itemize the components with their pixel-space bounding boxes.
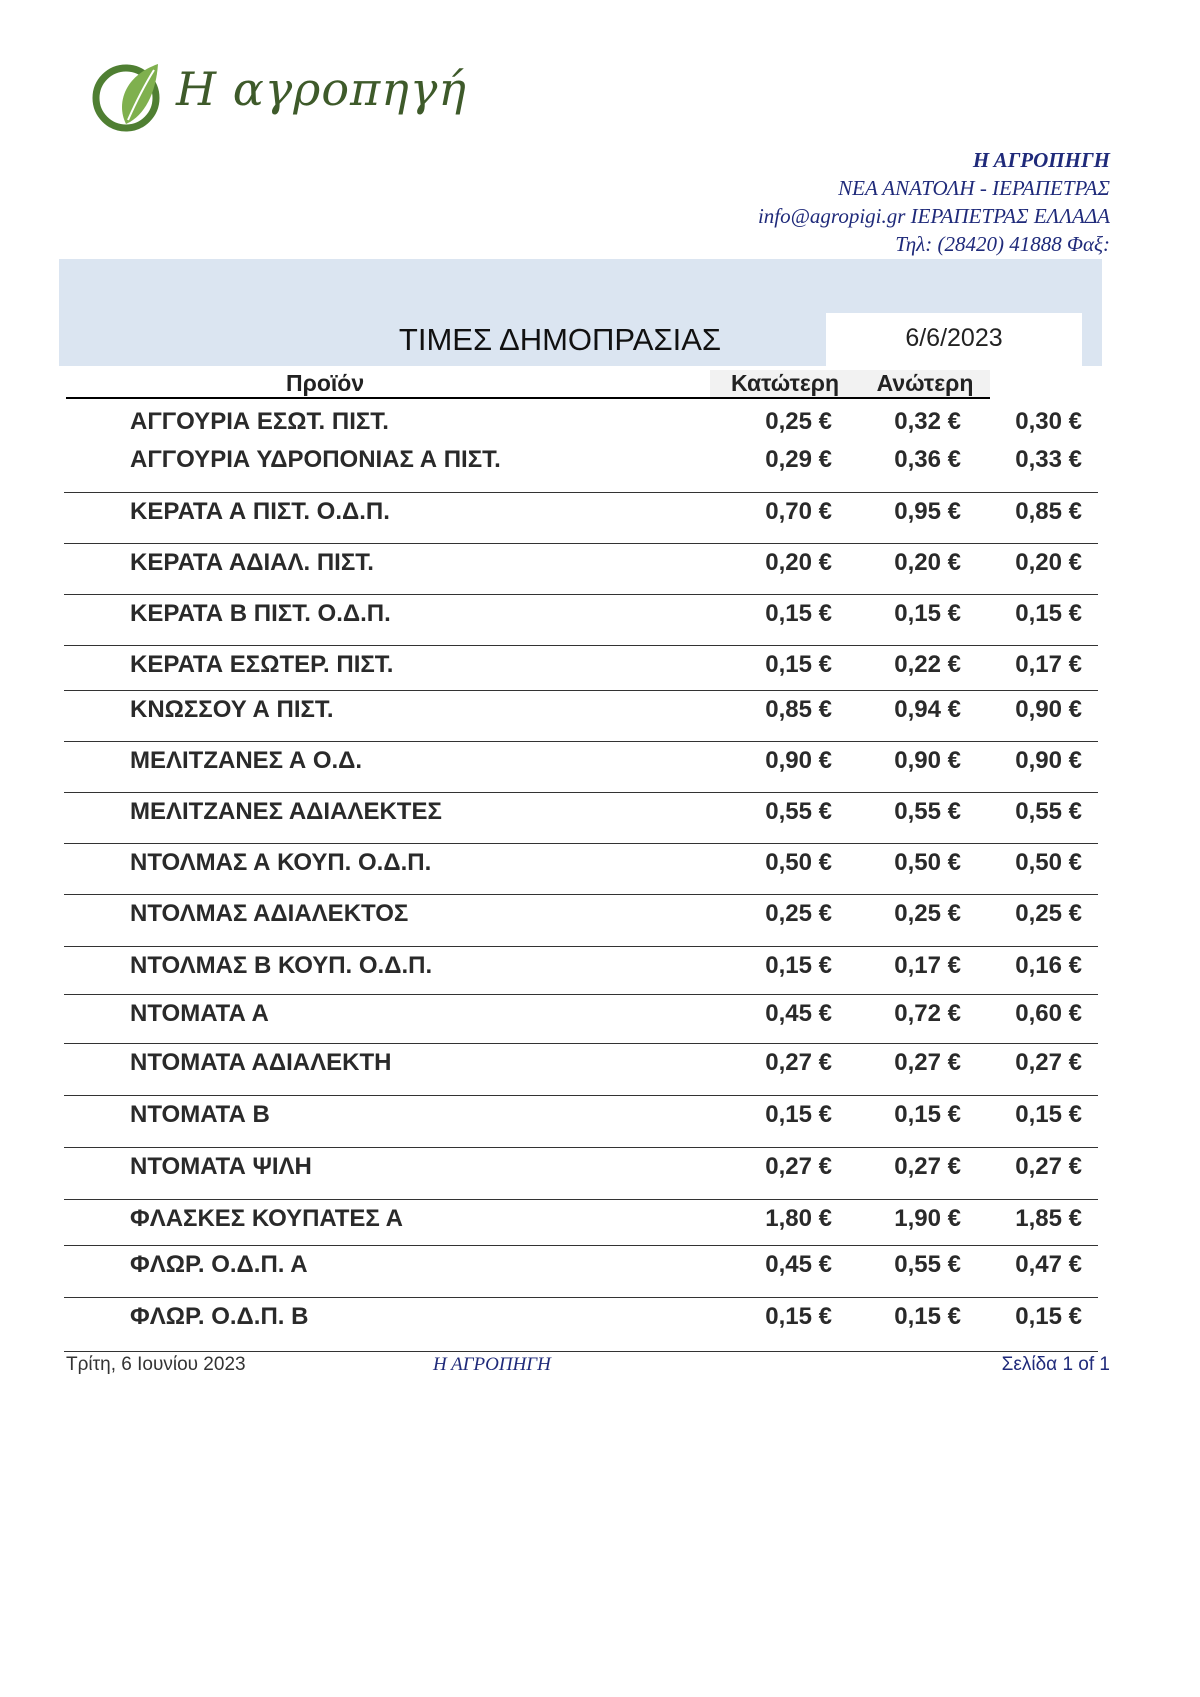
price-high: 0,27 € <box>894 1049 961 1076</box>
price-high: 0,20 € <box>894 549 961 576</box>
table-bottom-divider <box>64 1351 1098 1352</box>
table-row <box>64 1199 1098 1232</box>
table-row <box>64 843 1098 876</box>
price-high: 0,55 € <box>894 798 961 825</box>
price-avg: 1,85 € <box>1015 1205 1082 1232</box>
price-low: 0,25 € <box>765 408 832 435</box>
price-low: 0,27 € <box>765 1049 832 1076</box>
report-date: 6/6/2023 <box>826 313 1082 366</box>
table-row <box>64 741 1098 774</box>
company-name: Η ΑΓΡΟΠΗΓΗ <box>972 148 1110 172</box>
column-header-low: Κατώτερη <box>710 370 860 399</box>
price-low: 0,27 € <box>765 1153 832 1180</box>
product-name: ΜΕΛΙΤΖΑΝΕΣ Α Ο.Δ. <box>130 747 363 774</box>
product-name: ΚΕΡΑΤΑ Β ΠΙΣΤ. Ο.Δ.Π. <box>130 600 391 627</box>
product-name: ΚΝΩΣΣΟΥ Α ΠΙΣΤ. <box>130 696 334 723</box>
product-name: ΦΛΩΡ. Ο.Δ.Π. Α <box>130 1251 308 1278</box>
price-avg: 0,15 € <box>1015 1101 1082 1128</box>
product-name: ΦΛΑΣΚΕΣ ΚΟΥΠΑΤΕΣ Α <box>130 1205 403 1232</box>
price-high: 0,15 € <box>894 1303 961 1330</box>
price-avg: 0,90 € <box>1015 747 1082 774</box>
price-high: 0,17 € <box>894 952 961 979</box>
price-low: 0,15 € <box>765 1101 832 1128</box>
report-title: ΤΙΜΕΣ ΔΗΜΟΠΡΑΣΙΑΣ <box>398 322 722 357</box>
table-row <box>64 1043 1098 1076</box>
price-avg: 0,15 € <box>1015 600 1082 627</box>
price-high: 0,90 € <box>894 747 961 774</box>
price-low: 0,45 € <box>765 1000 832 1027</box>
price-avg: 0,30 € <box>1015 408 1082 435</box>
product-name: ΝΤΟΜΑΤΑ ΨΙΛΗ <box>130 1153 312 1180</box>
table-row <box>64 543 1098 576</box>
price-high: 0,15 € <box>894 1101 961 1128</box>
price-low: 0,15 € <box>765 1303 832 1330</box>
product-name: ΜΕΛΙΤΖΑΝΕΣ ΑΔΙΑΛΕΚΤΕΣ <box>130 798 442 825</box>
price-avg: 0,27 € <box>1015 1153 1082 1180</box>
price-avg: 0,27 € <box>1015 1049 1082 1076</box>
price-low: 0,15 € <box>765 651 832 678</box>
price-high: 0,36 € <box>894 446 961 473</box>
price-avg: 0,20 € <box>1015 549 1082 576</box>
product-name: ΑΓΓΟΥΡΙΑ ΥΔΡΟΠΟΝΙΑΣ Α ΠΙΣΤ. <box>130 446 501 473</box>
price-avg: 0,17 € <box>1015 651 1082 678</box>
column-header-product-label: Προϊόν <box>286 370 365 396</box>
footer-page-number: Σελίδα 1 of 1 <box>1001 1354 1110 1375</box>
table-row <box>64 894 1098 927</box>
logo-text: Η αγροπηγή <box>176 62 467 116</box>
product-name: ΝΤΟΛΜΑΣ Β ΚΟΥΠ. Ο.Δ.Π. <box>130 952 433 979</box>
product-name: ΝΤΟΛΜΑΣ Α ΚΟΥΠ. Ο.Δ.Π. <box>130 849 432 876</box>
price-avg: 0,33 € <box>1015 446 1082 473</box>
table-row <box>64 645 1098 678</box>
table-row <box>64 690 1098 723</box>
price-avg: 0,90 € <box>1015 696 1082 723</box>
price-high: 0,27 € <box>894 1153 961 1180</box>
column-header-high: Ανώτερη <box>860 370 990 399</box>
product-name: ΝΤΟΜΑΤΑ Β <box>130 1101 270 1128</box>
table-row <box>64 1147 1098 1180</box>
table-row <box>64 946 1098 979</box>
price-low: 0,90 € <box>765 747 832 774</box>
company-address: ΝΕΑ ΑΝΑΤΟΛΗ - ΙΕΡΑΠΕΤΡΑΣ <box>838 176 1110 200</box>
table-row <box>64 594 1098 627</box>
footer-company: Η ΑΓΡΟΠΗΓΗ <box>433 1354 551 1375</box>
price-low: 0,15 € <box>765 600 832 627</box>
price-high: 0,72 € <box>894 1000 961 1027</box>
price-low: 1,80 € <box>765 1205 832 1232</box>
table-row <box>64 492 1098 525</box>
product-name: ΚΕΡΑΤΑ ΕΣΩΤΕΡ. ΠΙΣΤ. <box>130 651 394 678</box>
price-high: 1,90 € <box>894 1205 961 1232</box>
product-name: ΦΛΩΡ. Ο.Δ.Π. Β <box>130 1303 309 1330</box>
table-row <box>64 1095 1098 1128</box>
table-row <box>64 792 1098 825</box>
price-low: 0,25 € <box>765 900 832 927</box>
price-avg: 0,85 € <box>1015 498 1082 525</box>
price-avg: 0,60 € <box>1015 1000 1082 1027</box>
price-low: 0,55 € <box>765 798 832 825</box>
company-phone-line: Τηλ: (28420) 41888 Φαξ: <box>895 232 1110 256</box>
table-row <box>64 1245 1098 1278</box>
product-name: ΝΤΟΛΜΑΣ ΑΔΙΑΛΕΚΤΟΣ <box>130 900 409 927</box>
price-high: 0,50 € <box>894 849 961 876</box>
price-high: 0,55 € <box>894 1251 961 1278</box>
table-row <box>64 994 1098 1027</box>
price-high: 0,94 € <box>894 696 961 723</box>
price-high: 0,95 € <box>894 498 961 525</box>
price-high: 0,15 € <box>894 600 961 627</box>
price-avg: 0,47 € <box>1015 1251 1082 1278</box>
price-avg: 0,15 € <box>1015 1303 1082 1330</box>
product-name: ΚΕΡΑΤΑ Α ΠΙΣΤ. Ο.Δ.Π. <box>130 498 390 525</box>
price-avg: 0,25 € <box>1015 900 1082 927</box>
price-low: 0,50 € <box>765 849 832 876</box>
product-name: ΝΤΟΜΑΤΑ ΑΔΙΑΛΕΚΤΗ <box>130 1049 392 1076</box>
price-low: 0,15 € <box>765 952 832 979</box>
price-low: 0,70 € <box>765 498 832 525</box>
price-avg: 0,55 € <box>1015 798 1082 825</box>
price-avg: 0,16 € <box>1015 952 1082 979</box>
price-high: 0,25 € <box>894 900 961 927</box>
price-low: 0,45 € <box>765 1251 832 1278</box>
product-name: ΑΓΓΟΥΡΙΑ ΕΣΩΤ. ΠΙΣΤ. <box>130 408 389 435</box>
price-low: 0,85 € <box>765 696 832 723</box>
table-row <box>64 1297 1098 1330</box>
product-name: ΝΤΟΜΑΤΑ Α <box>130 1000 269 1027</box>
company-email-line: info@agropigi.gr ΙΕΡΑΠΕΤΡΑΣ ΕΛΛΑΔΑ <box>757 204 1110 228</box>
price-high: 0,22 € <box>894 651 961 678</box>
footer-date: Τρίτη, 6 Ιουνίου 2023 <box>66 1354 246 1375</box>
price-high: 0,32 € <box>894 408 961 435</box>
price-avg: 0,50 € <box>1015 849 1082 876</box>
product-name: ΚΕΡΑΤΑ ΑΔΙΑΛ. ΠΙΣΤ. <box>130 549 374 576</box>
price-low: 0,20 € <box>765 549 832 576</box>
price-low: 0,29 € <box>765 446 832 473</box>
